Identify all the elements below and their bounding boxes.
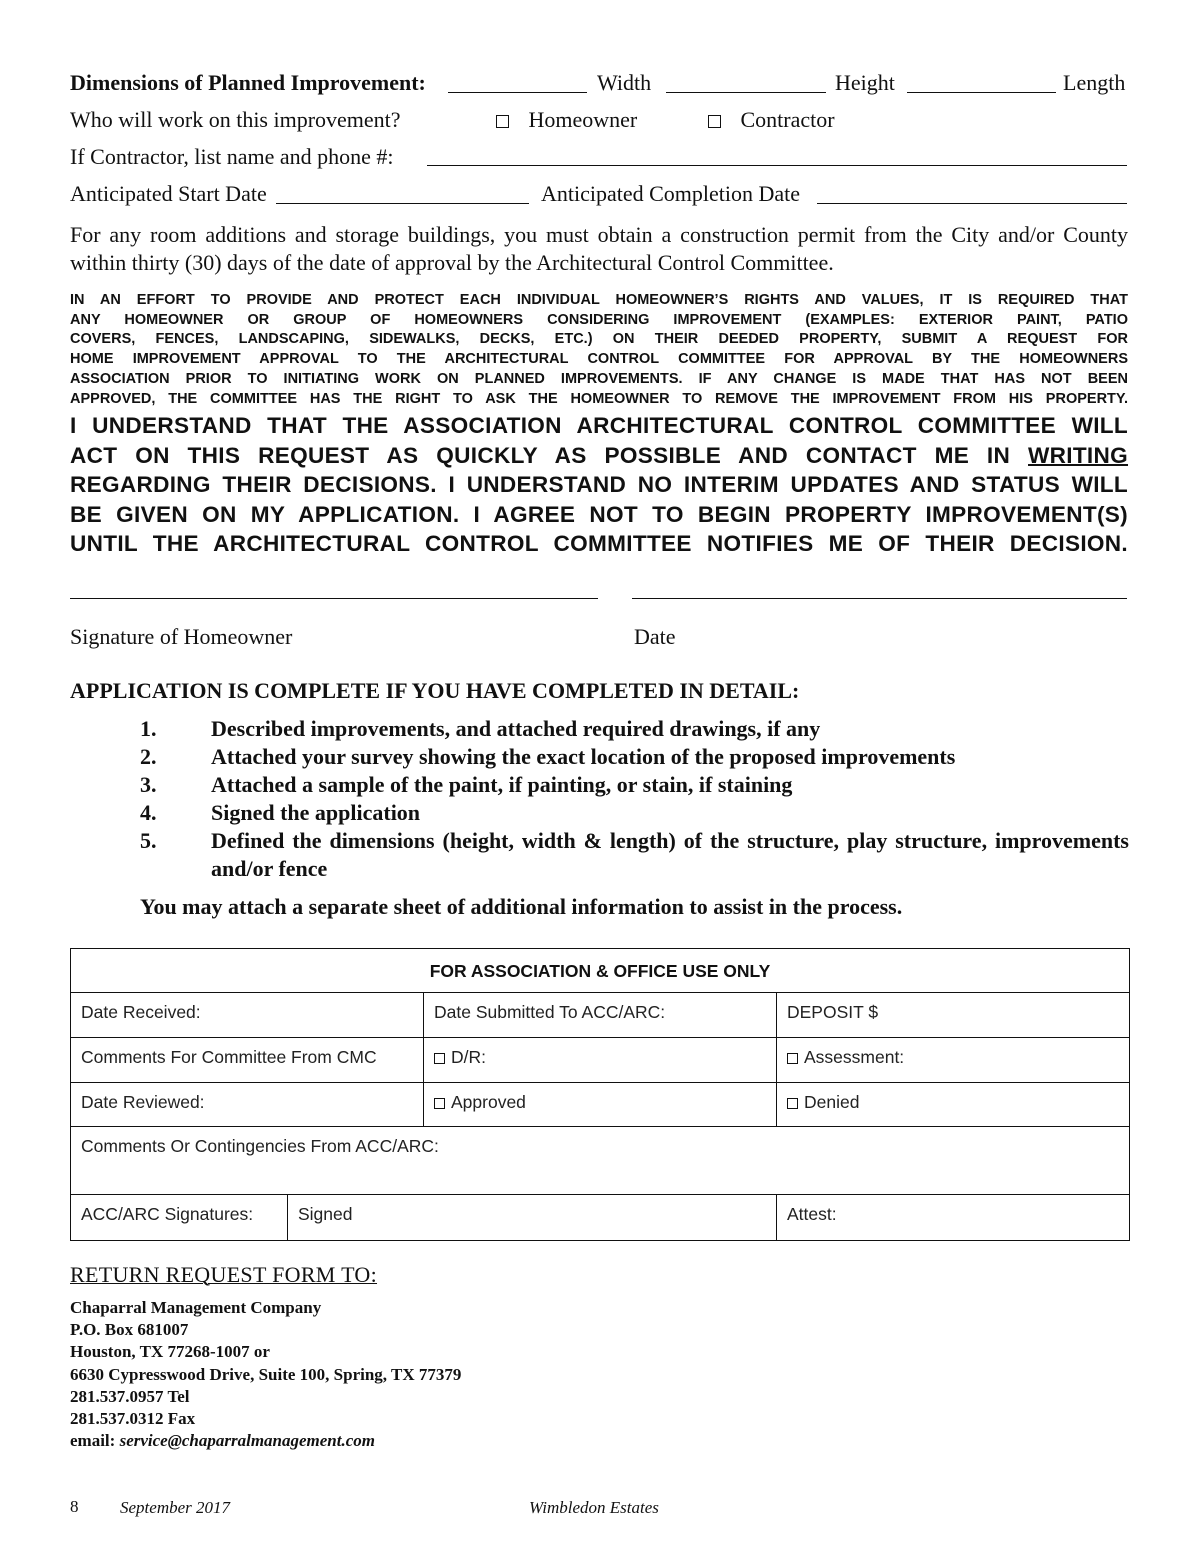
width-field[interactable] bbox=[448, 92, 587, 93]
approved-cell[interactable]: Approved bbox=[424, 1083, 777, 1127]
return-heading: RETURN REQUEST FORM TO: bbox=[70, 1262, 378, 1287]
homeowner-label: Homeowner bbox=[528, 107, 638, 132]
email-line: email: service@chaparralmanagement.com bbox=[70, 1431, 376, 1451]
dr-checkbox[interactable] bbox=[434, 1053, 445, 1064]
email-link[interactable]: service@chaparralmanagement.com bbox=[119, 1431, 376, 1451]
homeowner-checkbox[interactable] bbox=[496, 115, 509, 128]
completion-date-label: Anticipated Completion Date bbox=[541, 181, 801, 206]
street-address: 6630 Cypresswood Drive, Suite 100, Spring, TX 77379 bbox=[70, 1364, 462, 1384]
assessment-cell[interactable]: Assessment: bbox=[777, 1038, 1130, 1083]
homeowner-signature-field[interactable] bbox=[70, 598, 598, 599]
length-field[interactable] bbox=[907, 92, 1056, 93]
company-name: Chaparral Management Company bbox=[70, 1298, 322, 1317]
telephone: 281.537.0957 Tel bbox=[70, 1386, 190, 1406]
deposit-cell[interactable]: DEPOSIT $ bbox=[777, 993, 1130, 1038]
ack-line: I UNDERSTAND THAT THE ASSOCIATION ARCHITECTURAL CONTROL COMMITTEE WILL bbox=[70, 413, 1128, 438]
comments-acc-cell[interactable]: Comments Or Contingencies From ACC/ARC: bbox=[71, 1127, 1130, 1195]
ack-line: ACT ON THIS REQUEST AS QUICKLY AS POSSIBLE AND CONTACT ME IN WRITING bbox=[70, 442, 1129, 468]
denied-checkbox[interactable] bbox=[787, 1098, 798, 1109]
approved-checkbox[interactable] bbox=[434, 1098, 445, 1109]
notice-line: ANY HOMEOWNER OR GROUP OF HOMEOWNERS CONSIDERING IMPROVEMENT (EXAMPLES: EXTERIOR PAINT, PATIO bbox=[70, 311, 1128, 328]
height-field[interactable] bbox=[666, 92, 826, 93]
checklist-heading: APPLICATION IS COMPLETE IF YOU HAVE COMPLETED IN DETAIL: bbox=[70, 678, 800, 703]
fax: 281.537.0312 Fax bbox=[70, 1409, 196, 1429]
start-date-label: Anticipated Start Date bbox=[70, 181, 267, 206]
checklist-footer: You may attach a separate sheet of additional information to assist in the process. bbox=[140, 894, 903, 919]
assessment-checkbox[interactable] bbox=[787, 1053, 798, 1064]
dr-cell[interactable]: D/R: bbox=[424, 1038, 777, 1083]
contractor-checkbox[interactable] bbox=[708, 115, 721, 128]
notice-line: APPROVED, THE COMMITTEE HAS THE RIGHT TO ASK THE HOMEOWNER TO REMOVE THE IMPROVEMENT FROM HIS PROPERTY. bbox=[70, 390, 1128, 407]
ack-line: REGARDING THEIR DECISIONS. I UNDERSTAND NO INTERIM UPDATES AND STATUS WILL bbox=[70, 472, 1128, 497]
notice-line: COVERS, FENCES, LANDSCAPING, SIDEWALKS, DECKS, ETC.) ON THEIR DEEDED PROPERTY, SUBMIT A REQUEST FOR bbox=[70, 331, 1128, 348]
date-received-cell[interactable]: Date Received: bbox=[71, 993, 424, 1038]
height-label: Height bbox=[835, 70, 895, 95]
footer-date: September 2017 bbox=[120, 1498, 231, 1517]
notice-line: HOME IMPROVEMENT APPROVAL TO THE ARCHITECTURAL CONTROL COMMITTEE FOR APPROVAL BY THE HOMEOWNERS bbox=[70, 351, 1128, 368]
comments-cmc-cell[interactable]: Comments For Committee From CMC bbox=[71, 1038, 424, 1083]
permit-paragraph: For any room additions and storage buildings, you must obtain a construction permit from the City and/or County within thirty (30) days of the date of approval by the Architectural Control Committee. bbox=[70, 222, 1128, 275]
office-table-header: FOR ASSOCIATION & OFFICE USE ONLY bbox=[71, 949, 1130, 993]
page-number: 8 bbox=[70, 1497, 79, 1516]
po-box: P.O. Box 681007 bbox=[70, 1320, 189, 1340]
office-use-table bbox=[70, 948, 1130, 1241]
length-label: Length bbox=[1063, 70, 1126, 95]
city-po: Houston, TX 77268-1007 or bbox=[70, 1342, 270, 1362]
return-address bbox=[70, 1297, 461, 1452]
contractor-label: Contractor bbox=[740, 107, 835, 132]
writing-emphasis: WRITING bbox=[1028, 442, 1129, 468]
contractor-info-field[interactable] bbox=[427, 165, 1127, 166]
homeowner-option[interactable] bbox=[496, 107, 637, 133]
completion-date-field[interactable] bbox=[817, 203, 1127, 204]
contractor-info-label: If Contractor, list name and phone #: bbox=[70, 144, 394, 169]
ack-line: UNTIL THE ARCHITECTURAL CONTROL COMMITTEE NOTIFIES ME OF THEIR DECISION. bbox=[70, 531, 1128, 556]
signed-cell[interactable]: Signed bbox=[288, 1195, 777, 1241]
who-question: Who will work on this improvement? bbox=[70, 107, 401, 132]
form-page: Dimensions of Planned Improvement: Width Height Length Who will work on this improvement? Homeowner Contractor If Contractor, list name and phone #: Anticipated Start Date Anticipated Completion Date For any room additions and storage buildings, you must obtain a construction permit from the City and/or County within thirty (30) days of the date of approval by the Architectural Control Committee. IN AN EFFORT TO PROVIDE AND PROTECT EACH INDIVIDUAL HOMEOWNER’S RIGHTS AND VALUES, IT IS REQUIRED THAT ANY HOMEOWNER OR GROUP OF HOMEOWNERS CONSIDERING IMPROVEMENT (EXAMPLES: EXTERIOR PAINT, PATIO COVERS, FENCES, LANDSCAPING, SIDEWALKS, DECKS, ETC.) ON THEIR DEEDED PROPERTY, SUBMIT A REQUEST FOR HOME IMPROVEMENT APPROVAL TO THE ARCHITECTURAL CONTROL COMMITTEE FOR APPROVAL BY THE HOMEOWNERS ASSOCIATION PRIOR TO INITIATING WORK ON PLANNED IMPROVEMENTS. IF ANY CHANGE IS MADE THAT HAS NOT BEEN APPROVED, THE COMMITTEE HAS THE RIGHT TO ASK THE HOMEOWNER TO REMOVE THE IMPROVEMENT FROM HIS PROPERTY. I UNDERSTAND THAT THE ASSOCIATION ARCHITECTURAL CONTROL COMMITTEE WILL ACT ON THIS REQUEST AS QUICKLY AS POSSIBLE AND CONTACT ME IN WRITING REGARDING THEIR DECISIONS. I UNDERSTAND NO INTERIM UPDATES AND STATUS WILL BE GIVEN ON MY APPLICATION. I AGREE NOT TO BEGIN PROPERTY IMPROVEMENT(S) UNTIL THE ARCHITECTURAL CONTROL COMMITTEE NOTIFIES ME OF THEIR DECISION. Signature of Homeowner Date APPLICATION IS COMPLETE IF YOU HAVE COMPLETED IN DETAIL: 1. Described improvements, and attached required drawings, if any 2. Attached your survey showing the exact location of the proposed improvements 3. Attached a sample of the paint, if painting, or stain, if staining 4. Signed the application 5. Defined the dimensions (height, width & length) of the structure, play structure, improvements and/or fence You may attach a separate sheet of additional information to assist in the process. FOR ASSOCIATION & OFFICE USE ONLY Date Received: Date Submitted To ACC/ARC: DEPOSIT $ Comments For Committee From CMC D/R: Assessment: Date Reviewed: Approved Denied Comments Or Contingencies From ACC/ARC: ACC/ARC Signatures: Signed Attest: RETURN REQUEST FORM TO: Chaparral Management Company P.O. Box 681007 Houston, TX 77268-1007 or 6630 Cypresswood Drive, Suite 100, Spring, TX 77379 281.537.0957 Tel 281.537.0312 Fax email: service@chaparralmanagement.com 8 September 2017 Wimbledon Estates bbox=[70, 70, 1129, 1517]
signature-date-field[interactable] bbox=[632, 598, 1127, 599]
denied-cell[interactable]: Denied bbox=[777, 1083, 1130, 1127]
footer-community: Wimbledon Estates bbox=[529, 1498, 659, 1517]
signature-date-label: Date bbox=[634, 624, 676, 649]
acknowledgement-paragraph bbox=[70, 411, 1128, 559]
notice-line: IN AN EFFORT TO PROVIDE AND PROTECT EACH INDIVIDUAL HOMEOWNER’S RIGHTS AND VALUES, IT IS REQUIRED THAT bbox=[70, 292, 1128, 308]
notice-paragraph bbox=[70, 291, 1128, 409]
date-reviewed-cell[interactable]: Date Reviewed: bbox=[71, 1083, 424, 1127]
date-submitted-cell[interactable]: Date Submitted To ACC/ARC: bbox=[424, 993, 777, 1038]
contractor-option[interactable] bbox=[708, 107, 835, 133]
width-label: Width bbox=[597, 70, 652, 95]
signatures-label-cell: ACC/ARC Signatures: bbox=[71, 1195, 288, 1241]
attest-cell[interactable]: Attest: bbox=[777, 1195, 1130, 1241]
homeowner-signature-label: Signature of Homeowner bbox=[70, 624, 293, 649]
ack-line: BE GIVEN ON MY APPLICATION. I AGREE NOT TO BEGIN PROPERTY IMPROVEMENT(S) bbox=[70, 501, 1128, 527]
notice-line: ASSOCIATION PRIOR TO INITIATING WORK ON PLANNED IMPROVEMENTS. IF ANY CHANGE IS MADE THAT HAS NOT BEEN bbox=[70, 370, 1128, 387]
dimensions-label: Dimensions of Planned Improvement: bbox=[70, 70, 426, 95]
start-date-field[interactable] bbox=[276, 203, 529, 204]
